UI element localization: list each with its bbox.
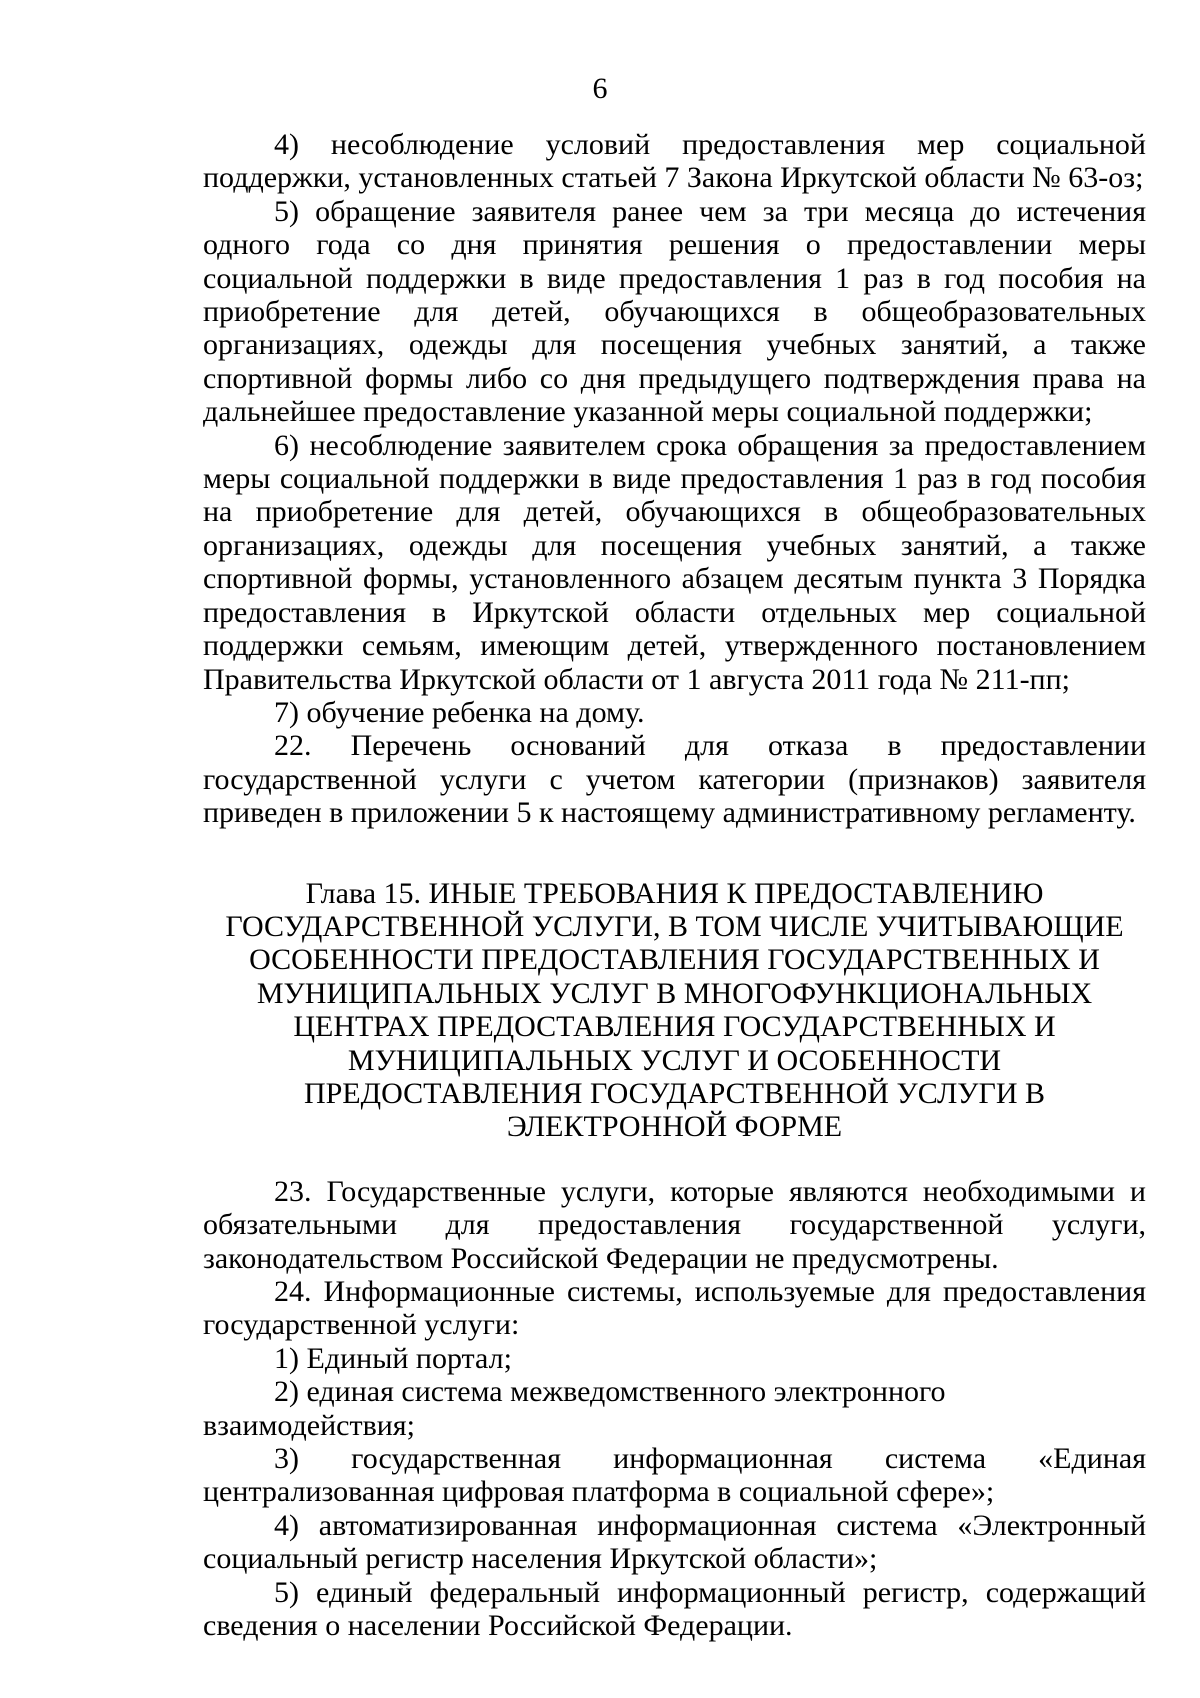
page-number: 6 <box>592 72 608 105</box>
clause-24-information-systems: 24. Информационные системы, используемые для предоставления государственной услуги: <box>203 1275 1146 1342</box>
system-item-2-smev: 2) единая система межведомственного электронного взаимодействия; <box>203 1375 946 1442</box>
document-body <box>203 128 1146 1642</box>
system-item-1-unified-portal: 1) Единый портал; <box>274 1341 512 1375</box>
system-item-3-egisso-platform: 3) государственная информационная система «Единая централизованная цифровая платформа в социальной сфере»; <box>203 1442 1146 1509</box>
list-item-7-home-schooling: 7) обучение ребенка на дому. <box>274 695 645 729</box>
list-item-6-missed-deadline: 6) несоблюдение заявителем срока обращения за предоставлением меры социальной поддержки в виде предоставления 1 раз в год пособия на приобретение для детей, обучающихся в общеобразовательных организациях, одежды для посещения учебных занятий, а также спортивной формы, установленного абзацем десятым пункта 3 Порядка предоставления в Иркутской области отдельных мер социальной поддержки семьям, имеющим детей, утвержденного постановлением Правительства Иркутской области от 1 августа 2011 года № 211-пп; <box>203 428 1146 696</box>
clause-22-refusal-grounds: 22. Перечень оснований для отказа в предоставлении государственной услуги с учетом категории (признаков) заявителя приведен в приложении 5 к настоящему административному регламенту. <box>203 729 1146 830</box>
clause-23-state-services: 23. Государственные услуги, которые являются необходимыми и обязательными для предоставления государственной услуги, законодательством Российской Федерации не предусмотрены. <box>203 1174 1146 1275</box>
chapter-15-heading: Глава 15. ИНЫЕ ТРЕБОВАНИЯ К ПРЕДОСТАВЛЕНИЮ ГОСУДАРСТВЕННОЙ УСЛУГИ, В ТОМ ЧИСЛЕ УЧИТЫВАЮЩИЕ ОСОБЕННОСТИ ПРЕДОСТАВЛЕНИЯ ГОСУДАРСТВЕННЫХ И МУНИЦИПАЛЬНЫХ УСЛУГ В МНОГОФУНКЦИОНАЛЬНЫХ ЦЕНТРАХ ПРЕДОСТАВЛЕНИЯ ГОСУДАРСТВЕННЫХ И МУНИЦИПАЛЬНЫХ УСЛУГ И ОСОБЕННОСТИ ПРЕДОСТАВЛЕНИЯ ГОСУДАРСТВЕННОЙ УСЛУГИ В ЭЛЕКТРОННОЙ ФОРМЕ <box>225 876 1124 1144</box>
system-item-4-social-register: 4) автоматизированная информационная система «Электронный социальный регистр населения Иркутской области»; <box>203 1508 1146 1576</box>
list-item-5-early-application: 5) обращение заявителя ранее чем за три месяца до истечения одного года со дня принятия решения о предоставлении меры социальной поддержки в виде предоставления 1 раз в год пособия на приобретение для детей, обучающихся в общеобразовательных организациях, одежды для посещения учебных занятий, а также спортивной формы либо со дня предыдущего подтверждения права на дальнейшее предоставление указанной меры социальной поддержки; <box>203 194 1146 429</box>
list-item-4-non-compliance: 4) несоблюдение условий предоставления мер социальной поддержки, установленных статьей 7 Закона Иркутской области № 63-оз; <box>203 128 1146 195</box>
system-item-5-federal-register: 5) единый федеральный информационный регистр, содержащий сведения о населении Российской Федерации. <box>203 1575 1146 1643</box>
